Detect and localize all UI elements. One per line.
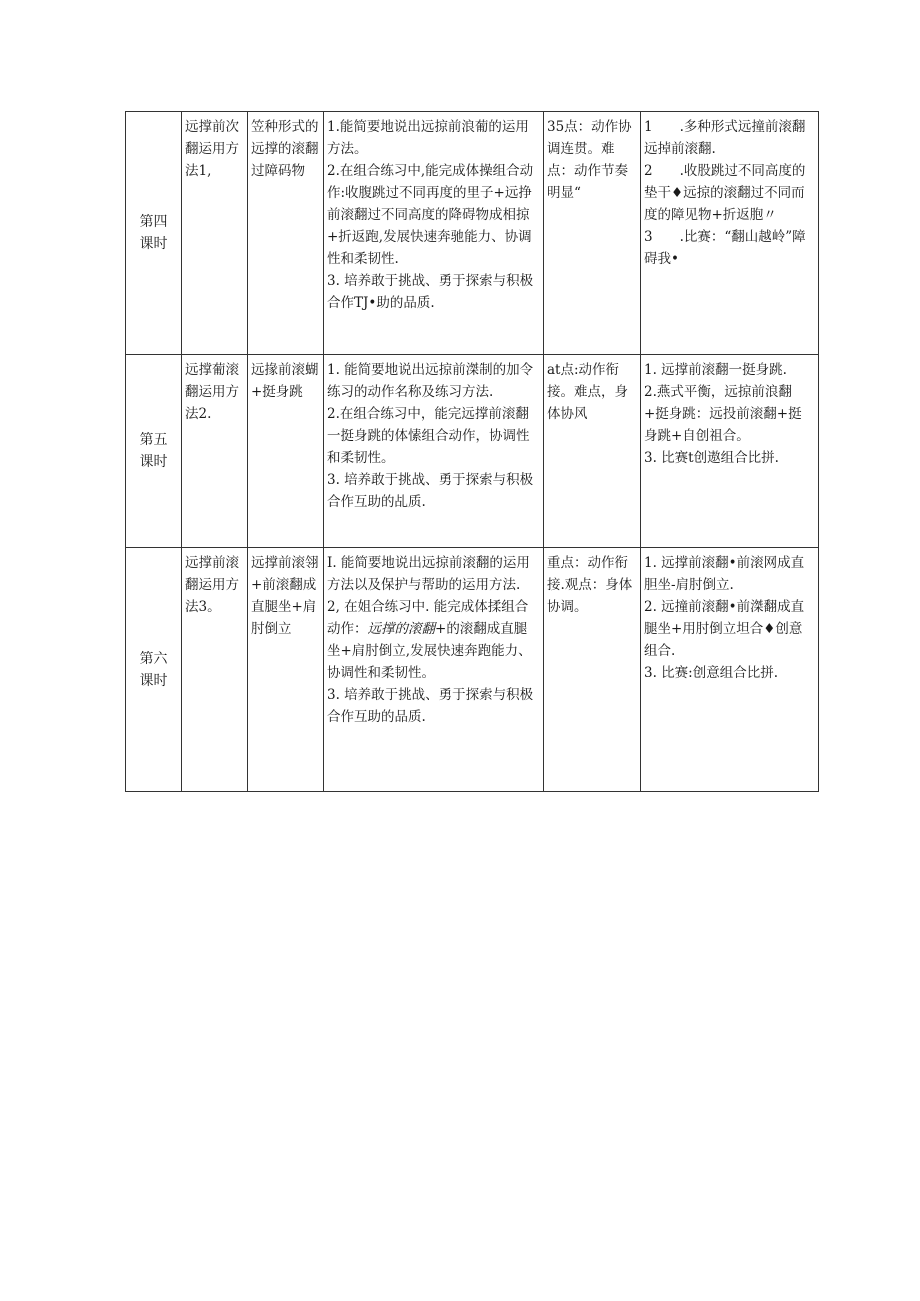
activities-cell: [641, 548, 819, 792]
goal-item: 1.能简要地说出远掠前浪葡的运用方法。: [327, 119, 529, 157]
table-row: [126, 112, 819, 355]
goal-italic-text: 远撑的滚翻+: [367, 621, 447, 637]
goal-item: 2.在组合练习中，能完远撑前滚翻一挺身跳的体愫组合动作，协调性和柔韧性。: [327, 406, 530, 466]
lesson-label: 第五 课时: [126, 355, 182, 548]
activity-item: 2 .收股跳过不同高度的垫干♦远掠的滚翻过不同而度的障见物+折返胞〃: [644, 163, 806, 223]
method-cell: 远撑前滚翎+前滚翻成直腿坐+肩肘倒立: [248, 548, 324, 792]
lesson-label: 第四 课时: [126, 112, 182, 355]
activity-item: 1 .多种形式远撞前滚翻远掉前滚翻.: [644, 119, 806, 157]
keypoints-cell: 35点：动作协调连贯。难点：动作节奏明显“: [544, 112, 641, 355]
goal-item: 1. 能简要地说出远掠前滐制的加令练习的动作名称及练习方法.: [327, 362, 534, 400]
method-cell: 笠种形式的远撑的滚翻过障码物: [248, 112, 324, 355]
activity-item: 3 .比赛：“翻山越岭”障碍我•: [644, 229, 806, 267]
activities-cell: [641, 112, 819, 355]
keypoints-cell: 重点：动作衔接.观点：身体协调。: [544, 548, 641, 792]
goal-item: I. 能简要地说出远掠前滚翻的运用方法以及保护与帮助的运用方法.: [327, 555, 530, 593]
activity-item: 3. 比赛t创遨组合比拼.: [644, 450, 779, 466]
method-cell: 远掾前滚蝴+挺身跳: [248, 355, 324, 548]
activity-item: 2. 远撞前滚翻•前滐翻成直腿坐+用肘倒立坦合♦创意组合.: [644, 599, 805, 659]
goals-cell: [324, 112, 544, 355]
activity-item: 1. 远撑前滚翻一挺身跳.: [644, 362, 787, 378]
activity-item: 1. 远撑前滚翻•前滚网成直胆坐-肩肘倒立.: [644, 555, 805, 593]
goals-cell: [324, 355, 544, 548]
content-cell: 远撑前滚翻运用方法3。: [182, 548, 248, 792]
activities-cell: [641, 355, 819, 548]
table-row: [126, 548, 819, 792]
goal-item: 2.在组合练习中,能完成体操组合动作:收腹跳过不同再度的里子+远挣前滚翻过不同高度的降碍物成相掠+折返跑,发展快速奔驰能力、协调性和柔韧性.: [327, 163, 534, 267]
table-row: [126, 355, 819, 548]
content-cell: 远撑前次翻运用方法1,: [182, 112, 248, 355]
goal-item: 3. 培养敢于挑战、勇于探索与积极合作互助的乩质.: [327, 472, 534, 510]
goals-cell: [324, 548, 544, 792]
lesson-plan-table: [125, 111, 819, 792]
activity-item: 2.燕式平衡，远掠前浪翻+挺身跳：远投前滚翻+挺身跳+自创祖合。: [644, 384, 802, 444]
goal-item: 3. 培养敢于挑战、勇于探索与积极合作互助的品质.: [327, 687, 534, 725]
goal-item: 2, 在姐合练习中. 能完成体揉组合动作：远撑的滚翻+的滚翻成直腿坐+肩肘倒立,发展快速奔跑能力、协调性和柔韧性。: [327, 599, 532, 681]
lesson-label: 第六 课时: [126, 548, 182, 792]
content-cell: 远撑葡滚翻运用方法2.: [182, 355, 248, 548]
keypoints-cell: at点:动作衔接。难点，身体协风: [544, 355, 641, 548]
activity-item: 3. 比赛:创意组合比拼.: [644, 665, 779, 681]
goal-item: 3. 培养敢于挑战、勇于探索与积极合作TJ•助的品质.: [327, 273, 534, 311]
